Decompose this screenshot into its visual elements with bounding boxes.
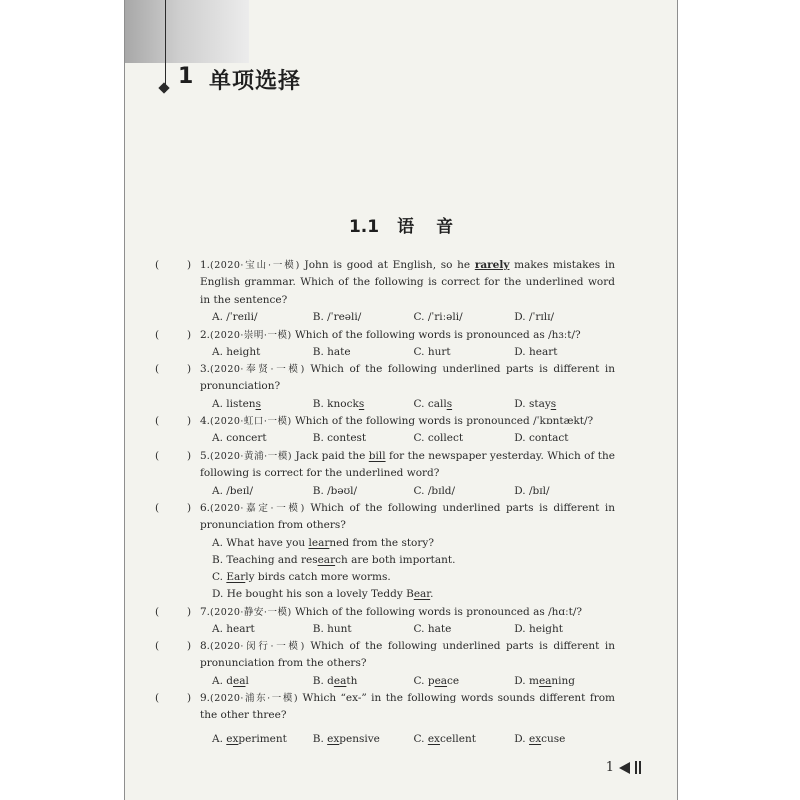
option-b[interactable]: B. hunt [312, 623, 352, 636]
question-text: 7.(2020·静安·一模) Which of the following words is pronounced as /hɑːt/? [200, 606, 583, 618]
options-row [212, 621, 615, 638]
question-6: ( ) 6.(2020·嘉定·一模) Which of the following underlined parts is different in pronunciation from others? A. What have you learned from the story? B. Teaching and research are both important. C. Early birds catch more worms. D. He bought his son a lovely Teddy Bear. [155, 500, 615, 604]
option-c[interactable]: C. collect [413, 432, 464, 445]
question-text: 4.(2020·虹口·一模) Which of the following words is pronounced /ˈkɒntækt/? [200, 415, 594, 427]
option-c[interactable]: C. hurt [413, 346, 451, 359]
option-b[interactable]: B. /bəʊl/ [312, 484, 358, 497]
page-footer [606, 760, 641, 775]
options-row [212, 483, 615, 500]
question-text: 5.(2020·黄浦·一模) Jack paid the bill for the newspaper yesterday. Which of the following is correct for the underlined word? [200, 450, 615, 480]
option-b[interactable]: B. expensive [312, 732, 380, 745]
option-d[interactable]: D. contact [514, 432, 569, 445]
options-row [212, 731, 615, 748]
section-number: 1.1 [348, 217, 380, 237]
chapter-marker-line [165, 0, 166, 92]
section-title-part-1: 语 [397, 217, 415, 237]
option-d[interactable]: D. excuse [514, 732, 566, 745]
chapter-header-block [125, 0, 249, 63]
question-text: 3.(2020·奉贤·一模) Which of the following underlined parts is different in pronunciation? [200, 363, 615, 393]
chapter-number: 1 [178, 64, 194, 89]
option-c[interactable]: C. /ˈriːəli/ [413, 310, 463, 323]
option-c[interactable]: C. /bɪld/ [413, 484, 456, 497]
question-1: ( ) 1.(2020·宝山·一模) John is good at English, so he rarely makes mistakes in English grammar. Which of the following is correct for the underlined word in the sentence? A. /ˈreɪli/ B. /ˈreəli/ C. /ˈriːəli/ D. /ˈrɪlɪ/ [155, 257, 615, 326]
section-heading [125, 212, 677, 237]
option-d[interactable]: D. He bought his son a lovely Teddy Bear. [212, 588, 434, 601]
options-row [212, 673, 615, 690]
options-list [212, 535, 615, 604]
book-page [124, 0, 678, 800]
option-a[interactable]: A. /ˈreɪli/ [212, 310, 258, 323]
option-a[interactable]: A. /beɪl/ [212, 484, 253, 497]
question-5: ( ) 5.(2020·黄浦·一模) Jack paid the bill for the newspaper yesterday. Which of the following is correct for the underlined word? A. /beɪl/ B. /bəʊl/ C. /bɪld/ D. /bɪl/ [155, 448, 615, 500]
question-7: ( ) 7.(2020·静安·一模) Which of the following words is pronounced as /hɑːt/? A. heart B. hunt C. hate D. height [155, 604, 615, 639]
question-9: ( ) 9.(2020·浦东·一模) Which “ex-” in the following words sounds different from the other three? A. experiment B. expensive C. excellent D. excuse [155, 690, 615, 748]
question-2: ( ) 2.(2020·崇明·一模) Which of the following words is pronounced as /hɜːt/? A. height B. hate C. hurt D. heart [155, 327, 615, 362]
option-a[interactable]: A. deal [212, 674, 249, 687]
option-a[interactable]: A. height [212, 346, 261, 359]
chapter-diamond-icon [158, 82, 169, 93]
option-d[interactable]: D. height [514, 623, 564, 636]
option-a[interactable]: A. experiment [212, 732, 287, 745]
option-a[interactable]: A. heart [212, 623, 255, 636]
option-c[interactable]: C. excellent [413, 732, 476, 745]
option-a[interactable]: A. What have you learned from the story? [212, 536, 434, 549]
question-text: 6.(2020·嘉定·一模) Which of the following underlined parts is different in pronunciation from others? [200, 502, 615, 532]
page-number: 1 [605, 760, 614, 775]
option-d[interactable]: D. heart [514, 346, 558, 359]
option-c[interactable]: C. hate [413, 623, 452, 636]
options-row [212, 344, 615, 361]
question-8: ( ) 8.(2020·闵行·一模) Which of the following underlined parts is different in pronunciation from the others? A. deal B. death C. peace D. meaning [155, 638, 615, 690]
option-b[interactable]: B. hate [312, 346, 351, 359]
section-title-part-2: 音 [436, 217, 454, 237]
option-d[interactable]: D. meaning [514, 674, 576, 687]
option-a[interactable]: A. listens [212, 397, 261, 410]
option-d[interactable]: D. /ˈrɪlɪ/ [514, 310, 555, 323]
option-d[interactable]: D. stays [514, 397, 557, 410]
option-b[interactable]: B. knocks [312, 397, 365, 410]
left-triangle-icon [619, 762, 630, 774]
question-text: 2.(2020·崇明·一模) Which of the following words is pronounced as /hɜːt/? [200, 329, 581, 341]
options-row [212, 309, 615, 326]
option-b[interactable]: B. death [312, 674, 358, 687]
option-b[interactable]: B. /ˈreəli/ [312, 310, 362, 323]
options-row [212, 430, 615, 447]
question-text: 1.(2020·宝山·一模) John is good at English, so he rarely makes mistakes in English grammar. Which of the following is correct for the underlined word in the sentence? [200, 259, 615, 306]
option-b[interactable]: B. Teaching and research are both important. [212, 553, 456, 566]
question-4: ( ) 4.(2020·虹口·一模) Which of the following words is pronounced /ˈkɒntækt/? A. concert B. contest C. collect D. contact [155, 413, 615, 448]
chapter-title: 单项选择 [209, 69, 302, 94]
option-c[interactable]: C. Early birds catch more worms. [212, 571, 391, 584]
question-text: 9.(2020·浦东·一模) Which “ex-” in the following words sounds different from the other three? [200, 692, 615, 722]
option-c[interactable]: C. calls [413, 397, 453, 410]
question-3: ( ) 3.(2020·奉贤·一模) Which of the following underlined parts is different in pronunciation? A. listens B. knocks C. calls D. stays [155, 361, 615, 413]
option-b[interactable]: B. contest [312, 432, 367, 445]
page-bars-icon [635, 761, 641, 774]
option-a[interactable]: A. concert [212, 432, 267, 445]
options-row [212, 396, 615, 413]
option-c[interactable]: C. peace [413, 674, 460, 687]
question-text: 8.(2020·闵行·一模) Which of the following underlined parts is different in pronunciation from the others? [200, 640, 615, 670]
option-d[interactable]: D. /bɪl/ [514, 484, 550, 497]
